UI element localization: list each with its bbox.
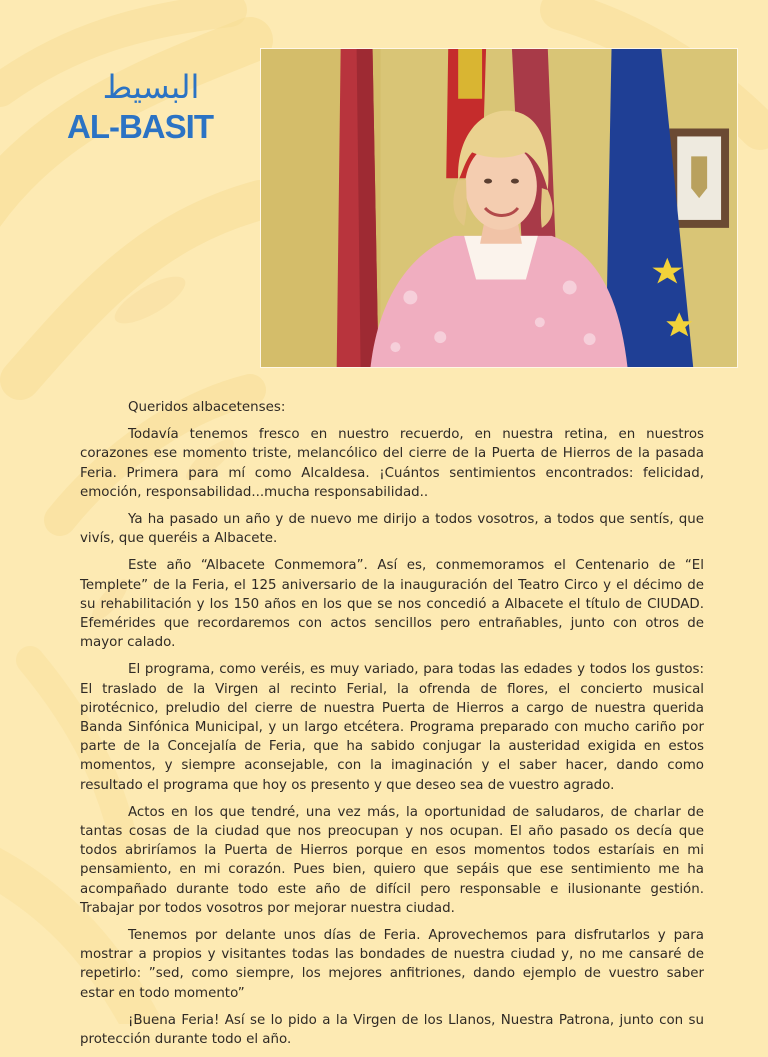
letter-paragraph: ¡Buena Feria! Así se lo pido a la Virgen de los Llanos, Nuestra Patrona, junto con su protección durante todo el año. — [80, 1012, 704, 1048]
letter-paragraph: Ya ha pasado un año y de nuevo me dirijo a todos vosotros, a todos que sentís, que vivís, que queréis a Albacete. — [80, 512, 704, 547]
logo-arabic-text: البسيط — [102, 68, 200, 106]
letter-paragraph: Tenemos por delante unos días de Feria. Aprovechemos para disfrutarlos y para mostrar a propios y visitantes todas las bondades de nuestra ciudad y, no me cansaré de repetirlo: ”sed, como siempre, los mejores anfitriones, dando ejemplo de vuestro saber estar en todo momento” — [80, 928, 704, 1001]
letter-greeting: Queridos albacetenses: — [128, 400, 286, 415]
al-basit-logo — [66, 64, 236, 148]
mayor-portrait-photo — [260, 48, 738, 368]
letter-paragraph: Actos en los que tendré, una vez más, la oportunidad de saludaros, de charlar de tantas cosas de la ciudad que nos preocupan y nos ocupan. El año pasado os decía que todos abriríamos la Puerta de Hierros porque en esos momentos todos estaríais en mi pensamiento, en mi corazón. Pues bien, quiero que sepáis que ese sentimiento me ha acompañado durante todo este año de difícil pero responsable e ilusionante gestión. Trabajar por todos vosotros por mejorar nuestra ciudad. — [80, 804, 704, 916]
logo-latin-text: AL-BASIT — [67, 108, 213, 145]
letter-paragraph: El programa, como veréis, es muy variado, para todas las edades y todos los gustos: El traslado de la Virgen al recinto Ferial, la ofrenda de flores, el concierto musical pirotécnico, preludio del cierre de nuestra Puerta de Hierros a cargo de nuestra querida Banda Sinfónica Municipal, y un largo etcétera. Programa preparado con mucho cariño por parte de la Concejalía de Feria, que ha sabido conjugar la austeridad exigida en estos momentos, y siempre aconsejable, con la imaginación y el saber hacer, dando como resultado el programa que hoy os presento y que deseo sea de vuestro agrado. — [80, 662, 704, 793]
letter-body — [80, 398, 704, 1057]
letter-paragraph: Todavía tenemos fresco en nuestro recuerdo, en nuestra retina, en nuestros corazones ese momento triste, melancólico del cierre de la Puerta de Hierros de la pasada Feria. Primera para mí como Alcaldesa. ¡Cuántos sentimientos encontrados: felicidad, emoción, responsabilidad...mucha responsabilidad.. — [80, 427, 704, 500]
letter-paragraph: Este año “Albacete Conmemora”. Así es, conmemoramos el Centenario de “El Templete” de la Feria, el 125 aniversario de la inauguración del Teatro Circo y el décimo de su rehabilitación y los 150 años en los que se nos concedió a Albacete el título de CIUDAD. Efemérides que recordaremos con actos sencillos pero entrañables, junto con otros de mayor calado. — [80, 558, 704, 651]
